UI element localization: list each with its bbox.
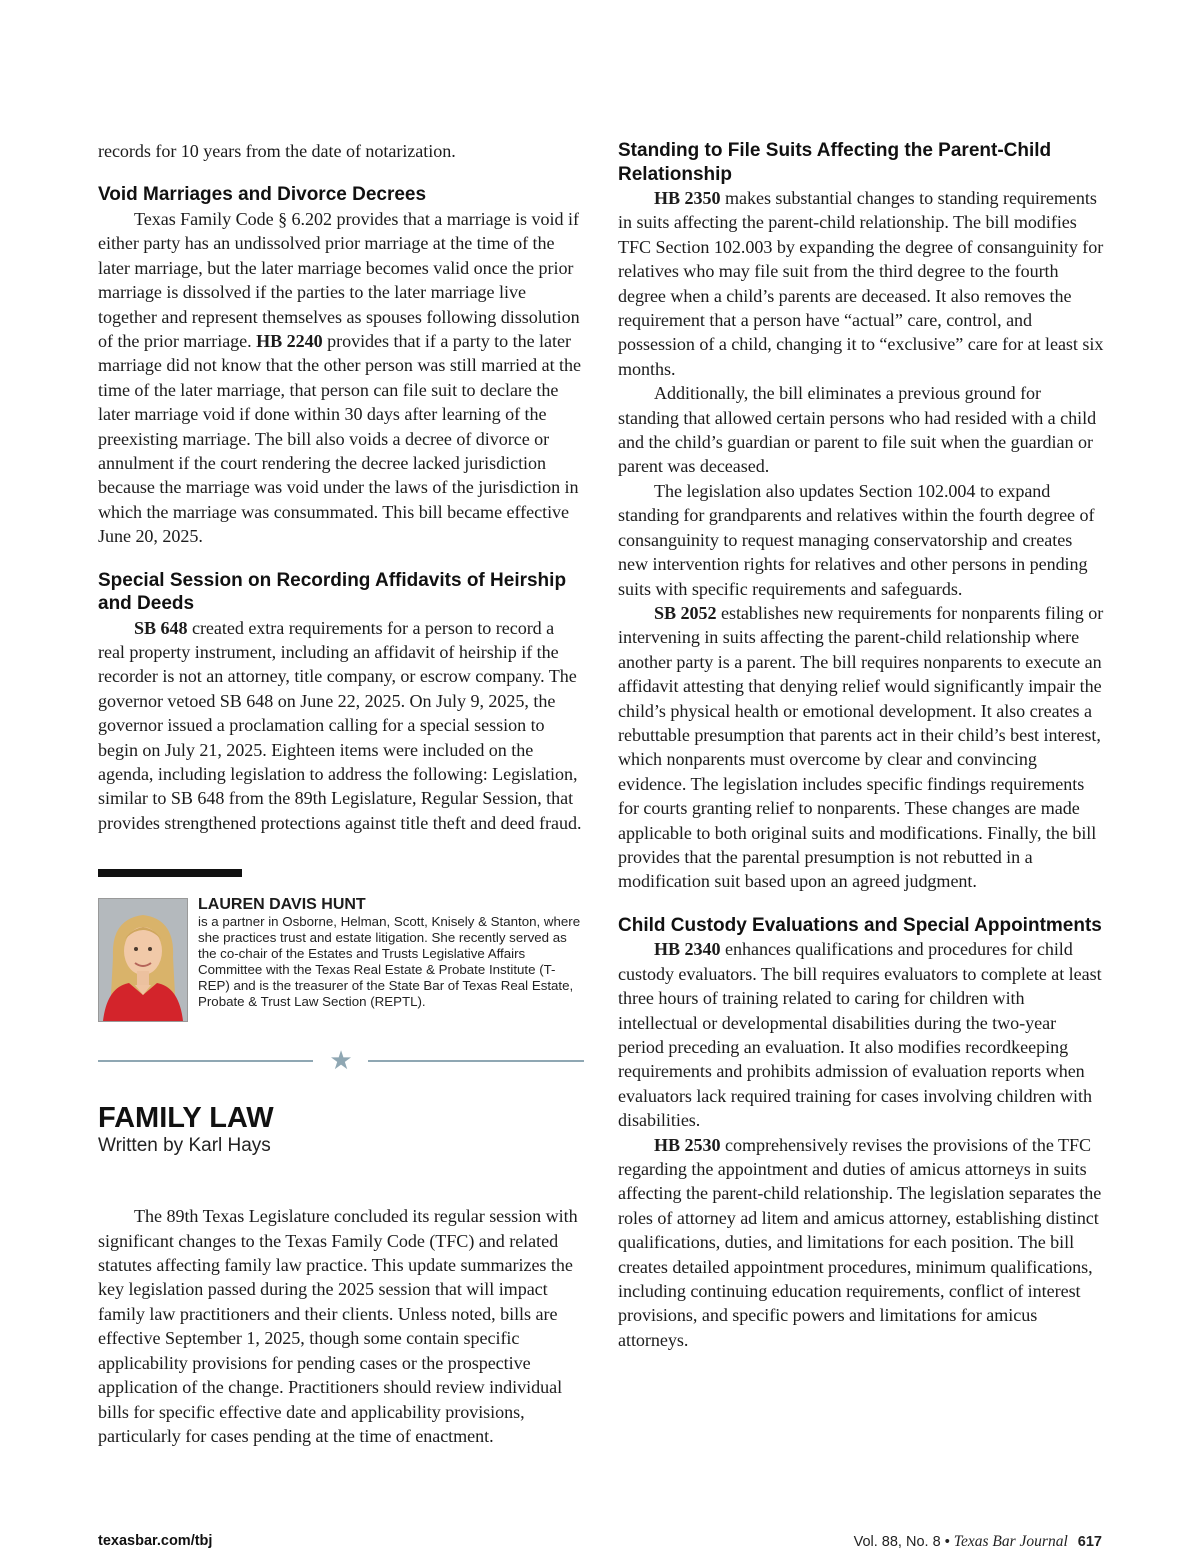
bill-hb2240: HB 2240 bbox=[256, 330, 323, 351]
author-bar bbox=[98, 869, 242, 877]
section-title: FAMILY LAW bbox=[98, 1102, 274, 1135]
page-number: 617 bbox=[1077, 1534, 1102, 1550]
footer-magazine: Texas Bar Journal bbox=[953, 1533, 1068, 1550]
continuation-paragraph: records for 10 years from the date of notarization. bbox=[98, 141, 456, 161]
footer-bullet: • bbox=[944, 1534, 950, 1550]
special-session-paragraph: SB 648 created extra requirements for a person to record a real property instrument, including an affidavit of heirship if the recorder is not an attorney, title company, or escrow company. The governor vetoed SB 648 on June 22, 2025. On July 9, 2025, the governor issued a proclamation calling for a special session to begin on July 21, 2025. Eighteen items were included on the agenda, including legislation to address the following: Legislation, similar to SB 648 from the 89th Legislature, Regular Session, that provides strengthened protections against title theft and deed fraud. bbox=[98, 617, 582, 833]
left-column bbox=[98, 139, 584, 1448]
bill-sb648: SB 648 bbox=[134, 617, 188, 638]
star-icon: ★ bbox=[329, 1046, 353, 1077]
author-portrait-icon bbox=[99, 899, 187, 1021]
standing-paragraph-1: HB 2350 makes substantial changes to standing requirements in suits affecting the parent-child relationship. The bill modifies TFC Section 102.003 by expanding the degree of consanguinity for relatives who may file suit from the third degree to the fourth degree when a child’s parents are deceased. It also removes the requirement that a person have “actual” care, control, and possession of a child, changing it to “exclusive” care for at least six months. bbox=[618, 188, 1104, 379]
byline: Written by Karl Hays bbox=[98, 1135, 271, 1157]
footer-site-link[interactable]: texasbar.com/tbj bbox=[98, 1533, 213, 1549]
author-name: LAUREN DAVIS HUNT bbox=[198, 896, 366, 914]
bill-hb2530: HB 2530 bbox=[654, 1134, 721, 1155]
standing-heading: Standing to File Suits Affecting the Parent-Child Relationship bbox=[618, 140, 1052, 185]
family-law-intro-paragraph: The 89th Texas Legislature concluded its regular session with significant changes to the Texas Family Code (TFC) and related statutes affecting family law practice. This update summarizes the key legislation passed during the 2025 session that will impact family law practitioners and their clients. Unless noted, bills are effective September 1, 2025, though some contain specific applicability provisions for pending cases or the prospective application of the change. Practitioners should review individual bills for specific effective date and applicability provisions, particularly for cases pending at the time of enactment. bbox=[98, 1206, 578, 1446]
footer-issue-info bbox=[854, 1533, 1102, 1551]
author-text bbox=[198, 898, 584, 1022]
standing-paragraph-4: SB 2052 establishes new requirements for nonparents filing or intervening in suits affecting the parent-child relationship where another party is a parent. The bill requires nonparents to execute an affidavit attesting that denying relief would significantly impair the child’s physical health or emotional development. It also creates a rebuttable presumption that parents act in their child’s best interest, which nonparents must overcome by clear and convincing evidence. The legislation includes specific findings requirements for courts granting relief to nonparents. These changes are made applicable to both original suits and modifications. Finally, the bill provides that the parental presumption is not rebutted in a modification suit based upon an agreed judgment. bbox=[618, 602, 1104, 892]
bill-hb2350: HB 2350 bbox=[654, 188, 721, 208]
custody-paragraph-2: HB 2530 comprehensively revises the provisions of the TFC regarding the appointment and duties of amicus attorneys in suits affecting the parent-child relationship. The legislation separates the roles of attorney ad litem and amicus attorney, establishing distinct qualifications, duties, and limitations for each position. The bill creates detailed appointment procedures, minimum qualifications, including continuing education requirements, conflict of interest provisions, and specific powers and limitations for amicus attorneys. bbox=[618, 1134, 1102, 1350]
custody-heading: Child Custody Evaluations and Special Appointments bbox=[618, 914, 1102, 936]
custody-paragraph-1: HB 2340 enhances qualifications and procedures for child custody evaluators. The bill requires evaluators to complete at least three hours of training related to caring for children with intellectual or developmental disabilities during the two-year period preceding an evaluation. It also modifies recordkeeping requirements and prohibits admission of evaluation reports when evaluators lack required training for cases involving children with disabilities. bbox=[618, 939, 1102, 1131]
author-bio: is a partner in Osborne, Helman, Scott, Knisely & Stanton, where she practices trust and estate litigation. She recently served as the co-chair of the Estates and Trusts Legislative Affairs Committee with the Texas Real Estate & Probate Institute (T-REP) and is the treasurer of the State Bar of Texas Real Estate, Probate & Trust Law Section (REPTL). bbox=[198, 914, 581, 1009]
divider-line-left bbox=[98, 1060, 313, 1062]
author-box bbox=[98, 898, 584, 1022]
author-photo bbox=[98, 898, 188, 1022]
bill-sb2052: SB 2052 bbox=[654, 602, 717, 623]
standing-paragraph-2: Additionally, the bill eliminates a previous ground for standing that allowed certain persons who had resided with a child and the child’s guardian or parent to file suit when the guardian or parent was deceased. bbox=[618, 383, 1097, 477]
right-column bbox=[618, 139, 1104, 1352]
footer-issue: Vol. 88, No. 8 bbox=[853, 1534, 941, 1550]
special-session-heading: Special Session on Recording Affidavits of Heirship and Deeds bbox=[98, 569, 567, 615]
bill-hb2340: HB 2340 bbox=[654, 939, 721, 960]
divider-line-right bbox=[368, 1060, 584, 1062]
section-divider bbox=[98, 1048, 584, 1078]
void-marriages-paragraph: Texas Family Code § 6.202 provides that a marriage is void if either party has an undissolved prior marriage at the time of the later marriage, but the later marriage becomes valid once the prior marriage is dissolved if the parties to the later marriage live together and represent themselves as spouses following dissolution of the prior marriage. HB 2240 provides that if a party to the later marriage did not know that the other person was still married at the time of the later marriage, that person can file suit to declare the later marriage void if done within 30 days after learning of the preexisting marriage. The bill also voids a decree of divorce or annulment if the court rendering the decree lacked jurisdiction because the marriage was void under the laws of the jurisdiction in which the marriage was consummated. This bill became effective June 20, 2025. bbox=[98, 208, 581, 547]
void-marriages-heading: Void Marriages and Divorce Decrees bbox=[98, 184, 427, 206]
standing-paragraph-3: The legislation also updates Section 102.004 to expand standing for grandparents and relatives within the fourth degree of consanguinity to request managing conservatorship and creates new intervention rights for relatives and other persons in pending suits with specific requirements and safeguards. bbox=[618, 480, 1095, 599]
